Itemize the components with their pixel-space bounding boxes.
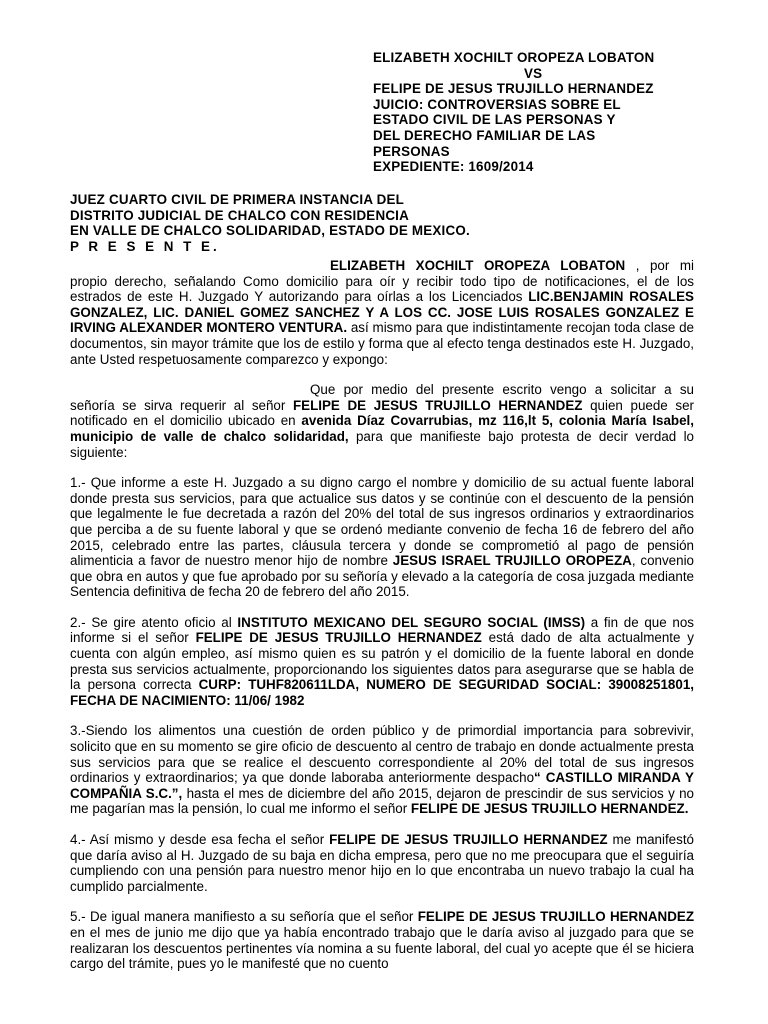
addressee-line-3: EN VALLE DE CHALCO SOLIDARIDAD, ESTADO DE MEXICO. (70, 223, 470, 239)
versus-label: VS (524, 65, 543, 81)
addressee-line-2: DISTRITO JUDICIAL DE CHALCO CON RESIDENCIA (70, 207, 409, 223)
item-4-text-1: 4.- Así mismo y desde esa fecha el señor (70, 832, 330, 847)
item-3-text-2: hasta el mes de diciembre del año 2015, dejaron de prescindir de sus servicios y no me pagarían mas la pensión, lo cual me informo el señor (70, 785, 695, 817)
item-1-text-1: 1.- Que informe a este H. Juzgado a su digno cargo el nombre y domicilio de su actual fuente laboral donde presta sus servicios, para que actualice sus datos y se continúe con el descuento de la pensión que legalmente le fue decretada a razón del 20% del total de sus ingresos ordinarios y extraordinarios que perciba a de su fuente laboral y que se ordenó mediante convenio de fecha 16 de febrero del año 2015, celebrado entre las partes, cláusula tercera y donde se comprometió al pago de pensión alimenticia a favor de nuestro menor hijo de nombre (70, 475, 694, 569)
item-3-paragraph (70, 723, 694, 817)
item-2-text-1: 2.- Se gire atento oficio al (70, 614, 238, 630)
item-3-text-1: 3.-Siendo los alimentos una cuestión de orden público y de primordial importancia para sobrevivir, solicito que en su momento se gire oficio de descuento al centro de trabajo en donde actualmente presta sus servicios para que se realice el descuento correspondiente al 20% del total de sus ingresos ordinarios y extraordinarios; ya que donde laboraba anteriormente despacho (70, 723, 694, 786)
item-5-paragraph (70, 909, 694, 971)
trial-type-line-3: DEL DERECHO FAMILIAR DE LAS (373, 127, 596, 143)
presente-line: P R E S E N T E. (70, 238, 220, 254)
item-5-respondent-name: FELIPE DE JESUS TRUJILLO HERNANDEZ (417, 909, 695, 925)
case-number: EXPEDIENTE: 1609/2014 (373, 159, 534, 175)
request-text-1: Que por medio del presente escrito vengo a solicitar a su señoría se sirva requerir al señor (70, 382, 694, 413)
item-5-text-2: en el mes de junio me dijo que ya había encontrado trabajo que le daría aviso al juzgado para que se realizaran los descuentos pertinentes vía nomina a su fuente laboral, del cual yo acepte que él se hiciera cargo del trámite, pues yo le manifesté que no cuento (70, 924, 694, 972)
item-5-text-1: 5.- De igual manera manifiesto a su señoría que el señor (70, 909, 418, 925)
item-2-paragraph (70, 615, 694, 709)
item-3-respondent-name: FELIPE DE JESUS TRUJILLO HERNANDEZ. (410, 801, 689, 817)
respondent-name: FELIPE DE JESUS TRUJILLO HERNANDEZ (292, 397, 583, 413)
request-paragraph (70, 382, 694, 460)
plaintiff-name: ELIZABETH XOCHILT OROPEZA LOBATON (373, 50, 655, 65)
trial-type-line-2: ESTADO CIVIL DE LAS PERSONAS Y (373, 112, 616, 128)
petitioner-name: ELIZABETH XOCHILT OROPEZA LOBATON (330, 258, 626, 273)
intro-text-1: , por mi propio derecho, señalando Como domicilio para oír y recibir todo tipo de notificaciones, el de los estrados de este H. Juzgado Y autorizando para oírlas a los Licenciados (70, 258, 694, 305)
trial-type-line-1: JUICIO: CONTROVERSIAS SOBRE EL (373, 96, 621, 112)
document-body (70, 258, 694, 972)
addressee-block (70, 192, 470, 254)
item-1-paragraph (70, 475, 694, 600)
item-4-respondent-name: FELIPE DE JESUS TRUJILLO HERNANDEZ (329, 832, 608, 847)
defendant-name: FELIPE DE JESUS TRUJILLO HERNANDEZ (373, 81, 654, 97)
item-2-text-2: a fin de que nos informe si el señor (70, 614, 694, 646)
item-2-respondent-name: FELIPE DE JESUS TRUJILLO HERNANDEZ (195, 630, 482, 646)
intro-paragraph (70, 258, 694, 367)
addressee-line-1: JUEZ CUARTO CIVIL DE PRIMERA INSTANCIA DEL (70, 192, 405, 207)
item-2-text-3: está dado de alta actualmente y cuenta con algún empleo, así mismo quien es su patrón y el domicilio de la fuente laboral en donde presta sus servicios actualmente, proporcionando los siguientes datos para asegurarse que se habla de la persona correcta (70, 630, 694, 693)
request-text-3: para que manifieste bajo protesta de decir verdad lo siguiente: (70, 428, 694, 460)
institute-name: INSTITUTO MEXICANO DEL SEGURO SOCIAL (IMSS) (237, 614, 586, 630)
item-4-paragraph (70, 832, 694, 894)
intro-text-2: así mismo para que indistintamente recojan toda clase de documentos, sin mayor trámite que los de estilo y forma que al efecto tenga destinados este H. Juzgado, ante Usted respetuosamente comparezco y expongo: (70, 320, 694, 367)
authorized-lawyers: LIC.BENJAMIN ROSALES GONZALEZ, LIC. DANIEL GOMEZ SANCHEZ Y A LOS CC. JOSE LUIS ROSALES GONZALEZ E IRVING ALEXANDER MONTERO VENTURA. (70, 289, 694, 336)
case-caption (373, 50, 654, 175)
request-text-2: quien puede ser notificado en el domicilio ubicado en (70, 397, 694, 429)
respondent-address: avenida Díaz Covarrubias, mz 116,lt 5, colonia María Isabel, municipio de valle de chalco solidaridad, (70, 413, 694, 444)
identification-data: CURP: TUHF820611LDA, NUMERO DE SEGURIDAD SOCIAL: 39008251801, FECHA DE NACIMIENTO: 11/06/ 1982 (70, 677, 694, 708)
trial-type-line-4: PERSONAS (373, 143, 450, 159)
former-employer-name: “ CASTILLO MIRANDA Y COMPAÑIA S.C.”, (70, 770, 694, 801)
item-1-text-2: , convenio que obra en autos y que fue aprobado por su señoría y elevado a la categoría de cosa juzgada mediante Sentencia definitiva de fecha 20 de febrero del año 2015. (70, 553, 694, 600)
child-name: JESUS ISRAEL TRUJILLO OROPEZA (392, 553, 632, 569)
item-4-text-2: me manifestó que daría aviso al H. Juzgado de su baja en dicha empresa, pero que no me preocupara que el seguiría cumpliendo con una pensión para nuestro menor hijo en lo que encontraba un nuevo trabajo la cual ha cumplido parcialmente. (70, 832, 694, 894)
